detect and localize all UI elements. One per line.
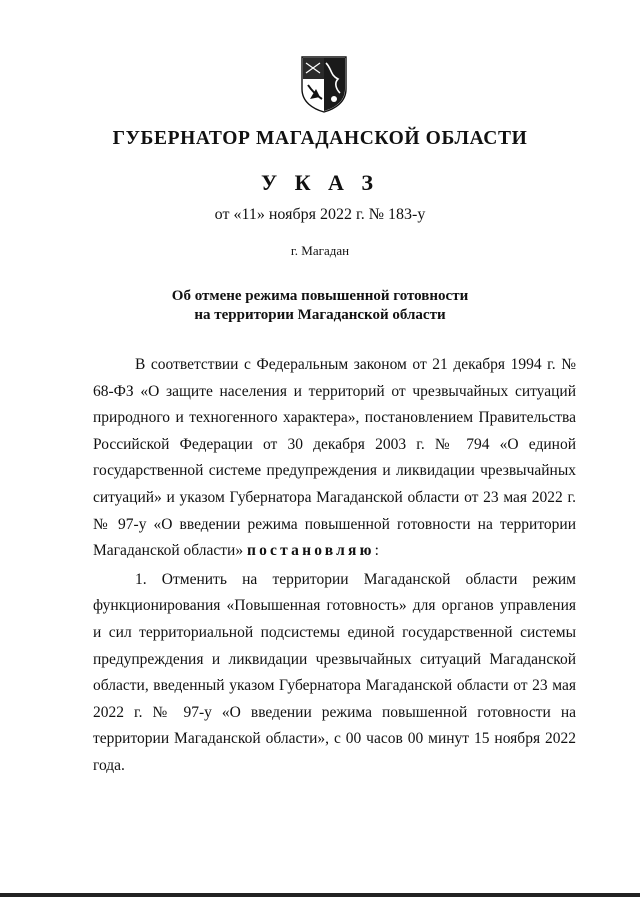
item-1-paragraph: 1. Отменить на территории Магаданской области режим функционирования «Повышенная готовность» для органов управления и сил территориальной подсистемы единой государственной системы предупреждения и ликвидации чрезвычайных ситуаций Магаданской области, введенный указом Губернатора Магаданской области от 23 мая 2022 г. № 97-у «О введении режима повышенной готовности на территории Магаданской области», с 00 часов 00 минут 15 ноября 2022 года. [93,570,576,774]
decree-colon: : [374,542,379,560]
preamble-text: В соответствии с Федеральным законом от 21 декабря 1994 г. № 68-ФЗ «О защите населения и территорий от чрезвычайных ситуаций природного и техногенного характера», постановлением Правительства Российской Федерации от 30 декабря 2003 г. № 794 «О единой государственной системе предупреждения и ликвидации чрезвычайных ситуаций» и указом Губернатора Магаданской области от 23 мая 2022 г. № 97-у «О введении режима повышенной готовности на территории Магаданской области» [93,356,576,560]
document-body [93,352,576,780]
scan-edge [0,893,640,897]
date-and-number: от «11» ноября 2022 г. № 183-у [214,206,426,223]
subject-line-2: на территории Магаданской области [194,307,446,323]
document-type: У К А З [260,170,380,195]
decree-word: постановляю [246,542,375,560]
coat-of-arms-icon [300,55,348,113]
authority-title: ГУБЕРНАТОР МАГАДАНСКОЙ ОБЛАСТИ [112,128,528,149]
preamble-paragraph [93,352,576,565]
subject-line-1: Об отмене режима повышенной готовности [171,288,469,304]
city: г. Магадан [290,243,350,258]
document-subject [0,287,640,325]
